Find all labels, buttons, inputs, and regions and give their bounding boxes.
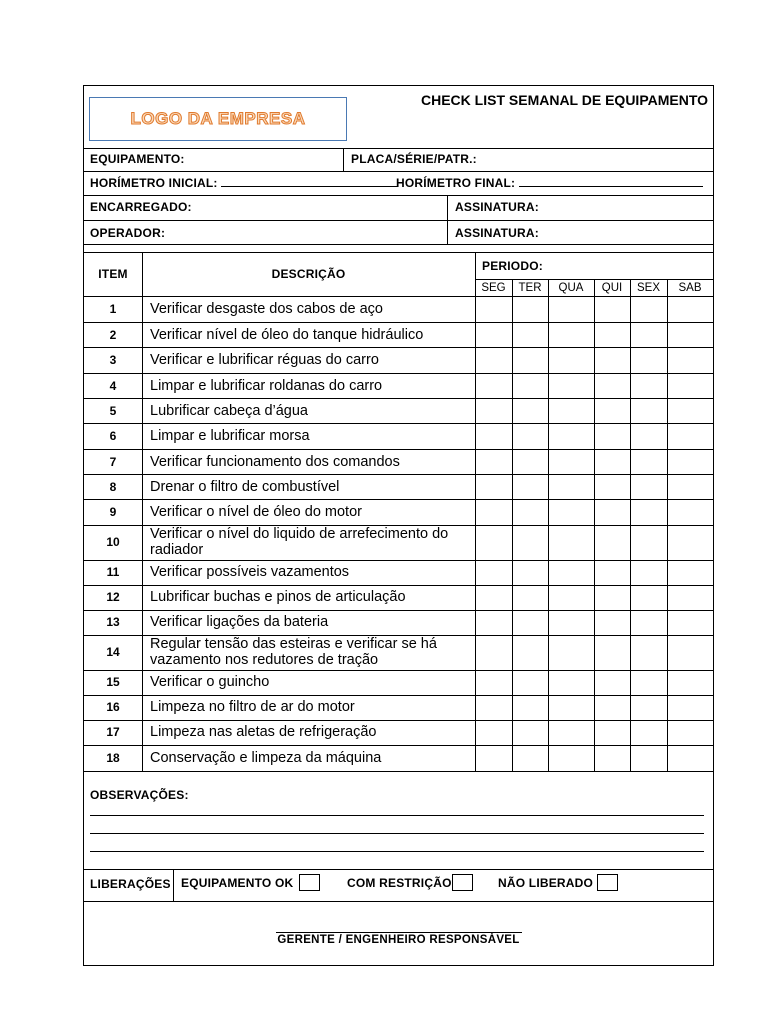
row-number: 12 bbox=[106, 590, 120, 604]
row-number: 11 bbox=[106, 565, 120, 579]
signature-line[interactable] bbox=[276, 932, 522, 933]
row-description: Drenar o filtro de combustível bbox=[150, 479, 340, 495]
row-description: Verificar desgaste dos cabos de aço bbox=[150, 301, 383, 317]
row-number: 10 bbox=[106, 535, 120, 549]
signature-label: GERENTE / ENGENHEIRO RESPONSÁVEL bbox=[277, 934, 520, 946]
row-number: 17 bbox=[106, 725, 120, 739]
nao-liberado-checkbox[interactable] bbox=[597, 874, 618, 891]
row-number: 13 bbox=[106, 615, 120, 629]
row-description: Conservação e limpeza da máquina bbox=[150, 750, 382, 766]
observacoes-label: OBSERVAÇÕES: bbox=[90, 788, 189, 802]
row-number: 7 bbox=[109, 455, 117, 469]
form-title: CHECK LIST SEMANAL DE EQUIPAMENTO bbox=[421, 92, 709, 108]
row-description: Verificar o nível de óleo do motor bbox=[150, 504, 362, 520]
assinatura-label-1: ASSINATURA: bbox=[455, 200, 539, 214]
day-qui: QUI bbox=[601, 282, 623, 294]
observacoes-line[interactable] bbox=[90, 815, 704, 816]
row-description: Regular tensão das esteiras e verificar se há vazamento nos redutores de tração bbox=[150, 636, 437, 668]
observacoes-line[interactable] bbox=[90, 851, 704, 852]
col-periodo-header: PERIODO: bbox=[482, 259, 543, 273]
encarregado-label: ENCARREGADO: bbox=[90, 200, 192, 214]
row-description: Verificar o guincho bbox=[150, 674, 270, 690]
equipamento-ok-checkbox[interactable] bbox=[299, 874, 320, 891]
company-logo bbox=[89, 97, 347, 141]
row-description: Verificar ligações da bateria bbox=[150, 614, 329, 630]
placa-label: PLACA/SÉRIE/PATR.: bbox=[351, 152, 477, 166]
row-description: Lubrificar buchas e pinos de articulação bbox=[150, 589, 406, 605]
row-number: 14 bbox=[106, 645, 120, 659]
checklist-form bbox=[83, 85, 714, 966]
row-description: Verificar nível de óleo do tanque hidráulico bbox=[150, 327, 424, 343]
row-number: 8 bbox=[109, 480, 117, 494]
day-sab: SAB bbox=[678, 282, 702, 294]
row-description: Verificar funcionamento dos comandos bbox=[150, 454, 400, 470]
row-number: 4 bbox=[109, 379, 117, 393]
row-number: 3 bbox=[109, 353, 117, 367]
horimetro-inicial-label bbox=[90, 176, 397, 190]
liberacoes-label: LIBERAÇÕES bbox=[90, 877, 171, 891]
horimetro-inicial-text: HORÍMETRO INICIAL: bbox=[90, 176, 218, 190]
row-number: 6 bbox=[109, 429, 117, 443]
row-description: Verificar o nível do liquido de arrefecimento do radiador bbox=[150, 526, 449, 558]
row-number: 5 bbox=[109, 404, 117, 418]
equipamento-label: EQUIPAMENTO: bbox=[90, 152, 185, 166]
day-qua: QUA bbox=[558, 282, 584, 294]
horimetro-final-label bbox=[396, 176, 703, 190]
col-descricao-header: DESCRIÇÃO bbox=[271, 267, 346, 281]
horimetro-final-text: HORÍMETRO FINAL: bbox=[396, 176, 516, 190]
nao-liberado-label: NÃO LIBERADO bbox=[498, 876, 594, 890]
horimetro-inicial-line[interactable] bbox=[221, 176, 397, 187]
row-description: Verificar e lubrificar réguas do carro bbox=[150, 352, 379, 368]
row-description: Limpeza nas aletas de refrigeração bbox=[150, 724, 377, 740]
day-sex: SEX bbox=[636, 282, 660, 294]
day-ter: TER bbox=[518, 282, 542, 294]
col-item-header: ITEM bbox=[98, 267, 128, 281]
row-description: Limpar e lubrificar morsa bbox=[150, 428, 310, 444]
row-number: 18 bbox=[106, 751, 120, 765]
row-description: Limpeza no filtro de ar do motor bbox=[150, 699, 355, 715]
operador-label: OPERADOR: bbox=[90, 226, 166, 240]
row-description: Lubrificar cabeça d’água bbox=[150, 403, 308, 419]
equipamento-ok-label: EQUIPAMENTO OK bbox=[181, 876, 294, 890]
row-number: 16 bbox=[106, 700, 120, 714]
com-restricao-checkbox[interactable] bbox=[452, 874, 473, 891]
com-restricao-label: COM RESTRIÇÃO bbox=[347, 876, 452, 890]
row-number: 1 bbox=[109, 302, 117, 316]
row-number: 15 bbox=[106, 675, 120, 689]
observacoes-line[interactable] bbox=[90, 833, 704, 834]
day-seg: SEG bbox=[481, 282, 506, 294]
row-number: 9 bbox=[109, 505, 117, 519]
row-description: Limpar e lubrificar roldanas do carro bbox=[150, 378, 383, 394]
assinatura-label-2: ASSINATURA: bbox=[455, 226, 539, 240]
row-description: Verificar possíveis vazamentos bbox=[150, 564, 350, 580]
logo-text: LOGO DA EMPRESA bbox=[130, 109, 306, 128]
horimetro-final-line[interactable] bbox=[519, 176, 703, 187]
row-number: 2 bbox=[109, 328, 117, 342]
